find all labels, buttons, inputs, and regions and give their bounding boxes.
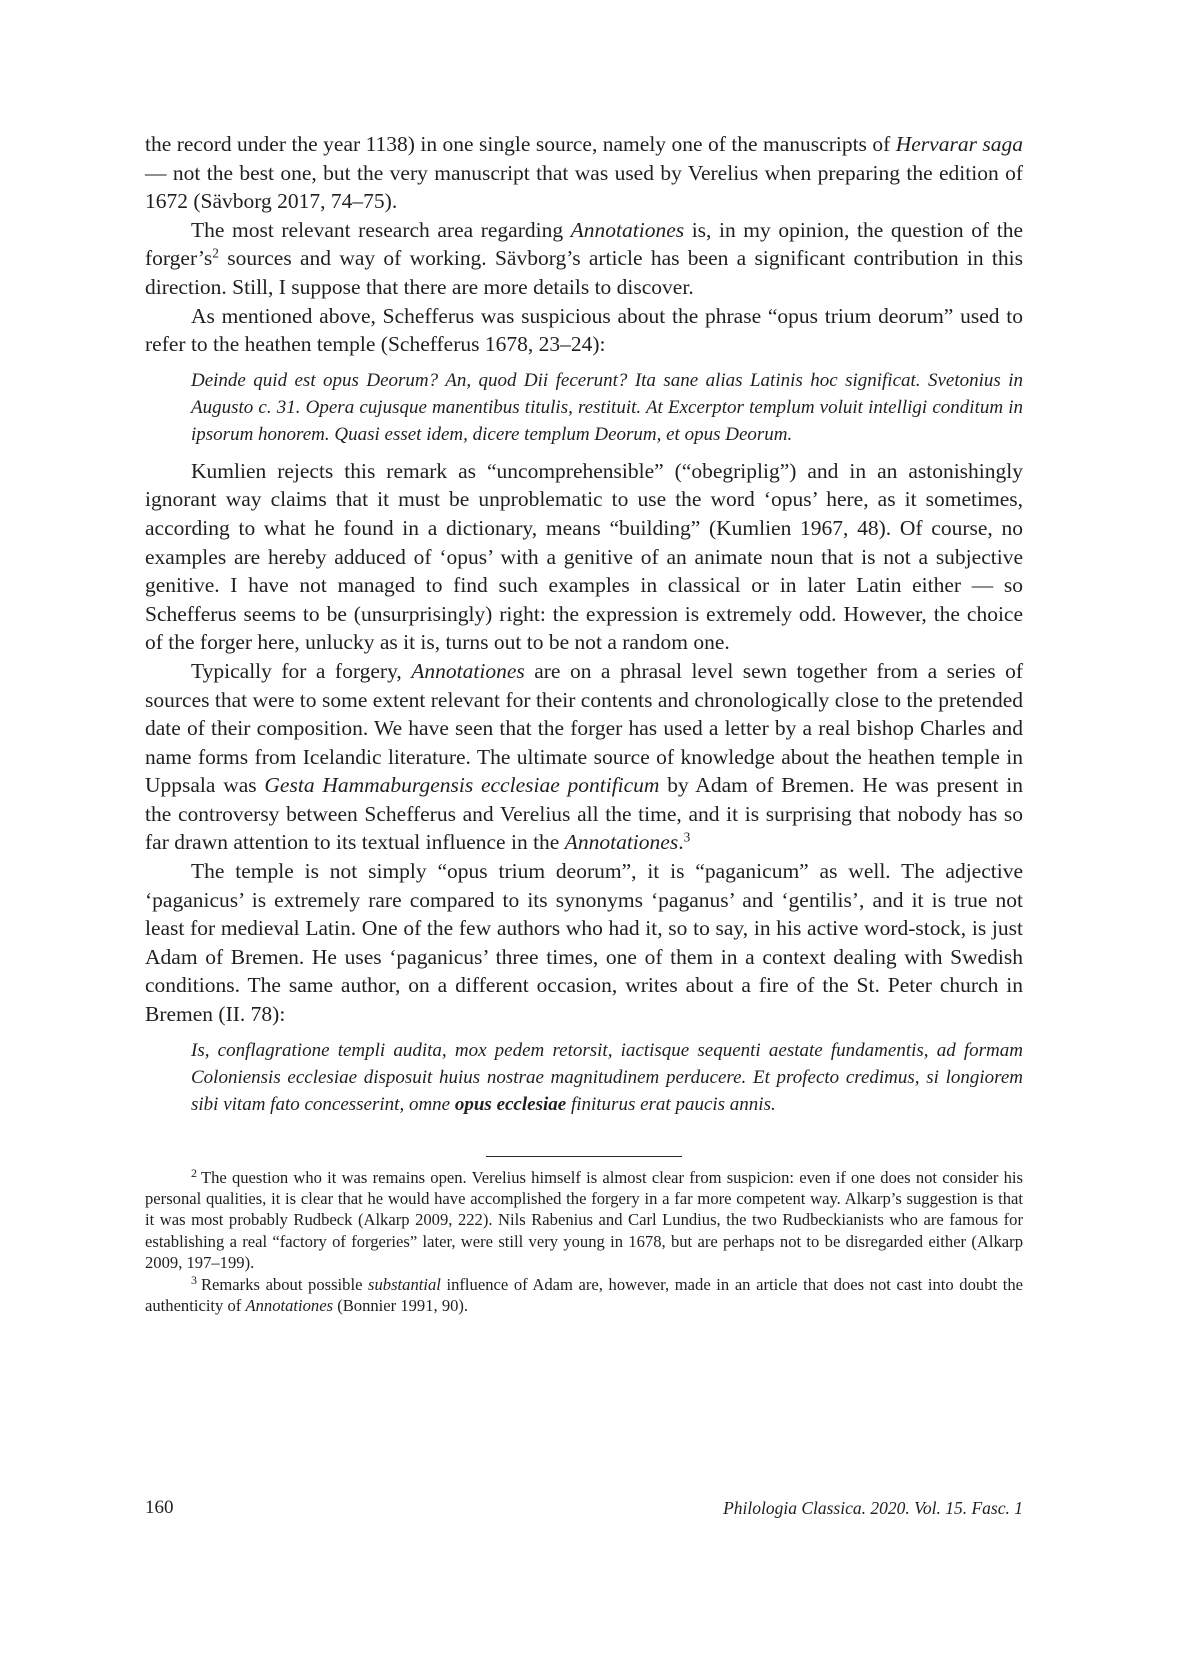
text-run: is, in my opinion, the question of the forger’s bbox=[145, 217, 1023, 271]
emphasis: opus ecclesiae bbox=[454, 1093, 567, 1115]
work-title: Annotationes bbox=[245, 1296, 334, 1316]
text-run: Remarks about possible bbox=[200, 1274, 369, 1294]
block-quote bbox=[145, 1037, 1023, 1118]
work-title: Hervarar saga bbox=[895, 132, 1023, 156]
emphasis: substantial bbox=[368, 1274, 441, 1294]
text-run: Is, conflagratione templi audita, mox pedem retorsit, iactisque sequenti aestate fundamentis, ad formam Coloniensis ecclesiae disposuit huius nostrae magnitudinem perducere. Et profecto credimus, si longiorem sibi vitam fato concesserint, omne bbox=[191, 1039, 1023, 1115]
article-body bbox=[145, 130, 1023, 1118]
text-run: (Bonnier 1991, 90). bbox=[333, 1296, 469, 1316]
text-run: the record under the year 1138) in one single source, namely one of the manuscripts of bbox=[145, 132, 896, 156]
paragraph: As mentioned above, Schefferus was suspicious about the phrase “opus trium deorum” used to refer to the heathen temple (Schefferus 1678, 23–24): bbox=[145, 303, 1023, 357]
paragraph bbox=[145, 130, 1023, 216]
paragraph: Kumlien rejects this remark as “uncomprehensible” (“obegriplig”) and in an astonishingly ignorant way claims that it must be unproblematic to use the word ‘opus’ here, as it sometimes, according to what he found in a dictionary, means “building” (Kumlien 1967, 48). Of course, no examples are hereby adduced of ‘opus’ with a genitive of an animate noun that is not a subjective genitive. I have not managed to find such examples in classical or in later Latin either — so Schefferus seems to be (unsurprisingly) right: the expression is extremely odd. However, the choice of the forger here, unlucky as it is, turns out to be not a random one. bbox=[145, 458, 1023, 655]
text-run: . bbox=[678, 830, 684, 855]
work-title: Annotationes bbox=[570, 217, 685, 242]
paragraph bbox=[145, 657, 1023, 857]
footnote bbox=[145, 1167, 1023, 1274]
footnote-mark: 2 bbox=[191, 1166, 197, 1181]
footnote-text: The question who it was remains open. Verelius himself is almost clear from suspicion: even if one does not consider his personal qualities, it is clear that he would have accomplished the forgery in a far more competent way. Alkarp’s suggestion is that it was most probably Rudbeck (Alkarp 2009, 222). Nils Rabenius and Carl Lundius, the two Rudbeckianists who are famous for establishing a real “factory of forgeries” later, were still very young in 1678, but are perhaps not to be disregarded either (Alkarp 2009, 197–199). bbox=[145, 1167, 1023, 1273]
journal-citation: Philologia Classica. 2020. Vol. 15. Fasc. 1 bbox=[723, 1498, 1023, 1518]
text-run: Typically for a forgery, bbox=[191, 658, 412, 683]
work-title: Annotationes bbox=[564, 830, 679, 855]
paragraph: The temple is not simply “opus trium deorum”, it is “paganicum” as well. The adjective ‘paganicus’ is extremely rare compared to its synonyms ‘paganus’ and ‘gentilis’, and it is true not least for medieval Latin. One of the few authors who had it, so to say, in his active word-stock, is just Adam of Bremen. He uses ‘paganicus’ three times, one of them in a context dealing with Swedish conditions. The same author, on a different occasion, writes about a fire of the St. Peter church in Bremen (II. 78): bbox=[145, 859, 1023, 1027]
footnote-ref[interactable]: 3 bbox=[683, 830, 691, 846]
footnote bbox=[145, 1274, 1023, 1317]
paragraph bbox=[145, 216, 1023, 302]
page-number: 160 bbox=[145, 1497, 174, 1518]
text-run: influence of Adam are, however, made in an article that does not cast into doubt the authenticity of bbox=[145, 1274, 1023, 1316]
page-content bbox=[145, 130, 1023, 1316]
footnotes bbox=[145, 1167, 1023, 1317]
block-quote: Deinde quid est opus Deorum? An, quod Dii fecerunt? Ita sane alias Latinis hoc significat. Svetonius in Augusto c. 31. Opera cujusque manentibus titulis, restituit. At Excerptor templum voluit intelligi conditum in ipsorum honorem. Quasi esset idem, dicere templum Deorum, et opus Deorum. bbox=[191, 369, 1023, 445]
text-run: are on a phrasal level sewn together from a series of sources that were to some extent relevant for their contents and chronologically close to the pretended date of their composition. We have seen that the forger has used a letter by a real bishop Charles and name forms from Icelandic literature. The ultimate source of knowledge about the heathen temple in Uppsala was bbox=[145, 658, 1023, 798]
text-run: sources and way of working. Sävborg’s article has been a significant contribution in this direction. Still, I suppose that there are more details to discover. bbox=[145, 246, 1023, 299]
text-run: finiturus erat paucis annis. bbox=[566, 1093, 776, 1115]
footnote-divider bbox=[486, 1156, 682, 1157]
text-run: The most relevant research area regarding bbox=[191, 217, 571, 242]
text-run: by Adam of Bremen. He was present in the controversy between Schefferus and Verelius all the time, and it is surprising that nobody has so far drawn attention to its textual influence in the bbox=[145, 773, 1024, 855]
footnote-ref[interactable]: 2 bbox=[212, 246, 219, 262]
footnote-mark: 3 bbox=[191, 1273, 197, 1288]
work-title: Annotationes bbox=[411, 658, 525, 683]
work-title: Gesta Hammaburgensis ecclesiae pontificum bbox=[264, 773, 660, 798]
text-run: — not the best one, but the very manuscript that was used by Verelius when preparing the edition of 1672 (Sävborg 2017, 74–75). bbox=[145, 160, 1023, 214]
